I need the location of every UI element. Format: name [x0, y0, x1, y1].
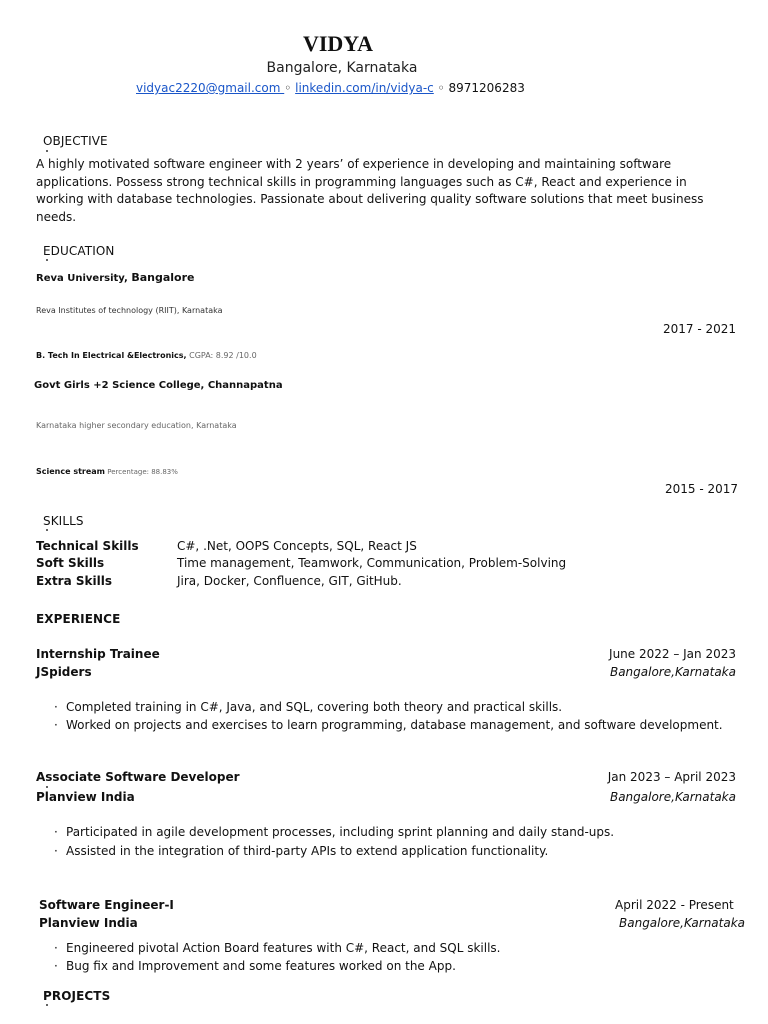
skill-value: C#, .Net, OOPS Concepts, SQL, React JS: [177, 539, 417, 553]
job-bullet: · Bug fix and Improvement and some features worked on the App.: [66, 959, 456, 973]
education-school: [36, 266, 194, 285]
job-location: Bangalore,Karnataka: [619, 916, 746, 930]
heading-marker: [46, 259, 48, 261]
candidate-name: VIDYA: [302, 31, 374, 56]
job-bullet: · Assisted in the integration of third-party APIs to extend application functionality.: [66, 844, 548, 858]
degree-name: Science stream: [36, 467, 106, 476]
heading-marker: [46, 1004, 48, 1006]
degree-score: CGPA: 8.92 /10.0: [186, 351, 257, 360]
education-degree: [36, 459, 178, 478]
experience-heading: EXPERIENCE: [36, 612, 121, 626]
skill-value: Jira, Docker, Confluence, GIT, GitHub.: [177, 574, 402, 588]
school-city: Bangalore: [131, 271, 195, 284]
education-heading: EDUCATION: [43, 244, 115, 258]
job-bullet: · Worked on projects and exercises to learn programming, database management, and software development.: [66, 718, 723, 732]
heading-marker: [46, 150, 48, 152]
education-institute: Reva Institutes of technology (RIIT), Karnataka: [36, 306, 223, 315]
projects-heading: PROJECTS: [43, 989, 111, 1003]
skill-label: Technical Skills: [36, 539, 139, 553]
skill-label: Soft Skills: [36, 556, 105, 570]
job-location: Bangalore,Karnataka: [609, 790, 736, 804]
job-bullet: · Completed training in C#, Java, and SQL, covering both theory and practical skills.: [66, 700, 562, 714]
school-name: Reva University,: [36, 273, 132, 284]
email-link[interactable]: vidyac2220@gmail.com: [136, 81, 285, 95]
linkedin-link[interactable]: linkedin.com/in/vidya-c: [295, 81, 434, 95]
skill-label: Extra Skills: [36, 574, 112, 588]
job-title: Software Engineer-I: [39, 898, 174, 912]
phone-number: 8971206283: [448, 81, 525, 95]
job-title: Associate Software Developer: [36, 770, 240, 784]
education-school: Govt Girls +2 Science College, Channapatna: [34, 380, 283, 391]
job-dates: Jan 2023 – April 2023: [607, 770, 736, 784]
education-institute: Karnataka higher secondary education, Karnataka: [36, 421, 237, 430]
candidate-location: Bangalore, Karnataka: [266, 60, 418, 76]
job-dates: June 2022 – Jan 2023: [609, 647, 736, 661]
objective-heading: OBJECTIVE: [43, 134, 108, 148]
degree-name: B. Tech In Electrical &Electronics,: [36, 351, 187, 360]
education-years: 2015 - 2017: [665, 482, 739, 496]
contact-separator: ◦: [284, 81, 296, 95]
job-bullet: · Engineered pivotal Action Board features with C#, React, and SQL skills.: [66, 941, 501, 955]
skills-heading: SKILLS: [43, 514, 84, 528]
heading-marker: [46, 529, 48, 531]
skill-value: Time management, Teamwork, Communication, Problem-Solving: [177, 556, 567, 570]
education-years: 2017 - 2021: [663, 322, 737, 336]
contact-line: [136, 81, 525, 95]
job-company: Planview India: [36, 790, 135, 804]
job-title: Internship Trainee: [36, 647, 160, 661]
job-company: JSpiders: [36, 665, 92, 679]
contact-separator: ◦: [433, 81, 449, 95]
job-location: Bangalore,Karnataka: [609, 665, 736, 679]
education-degree: [36, 343, 257, 362]
heading-marker: [46, 786, 48, 788]
degree-score: Percentage: 88.83%: [105, 468, 178, 476]
objective-text: A highly motivated software engineer with 2 years’ of experience in developing and maintaining software applications. Possess strong technical skills in programming languages such as C#, React and experience in working with database technologies. Passionate about delivering quality software solutions that meet business needs.: [36, 157, 704, 224]
job-dates: April 2022 - Present: [615, 898, 734, 912]
job-company: Planview India: [39, 916, 138, 930]
job-bullet: · Participated in agile development processes, including sprint planning and daily stand-ups.: [66, 825, 614, 839]
